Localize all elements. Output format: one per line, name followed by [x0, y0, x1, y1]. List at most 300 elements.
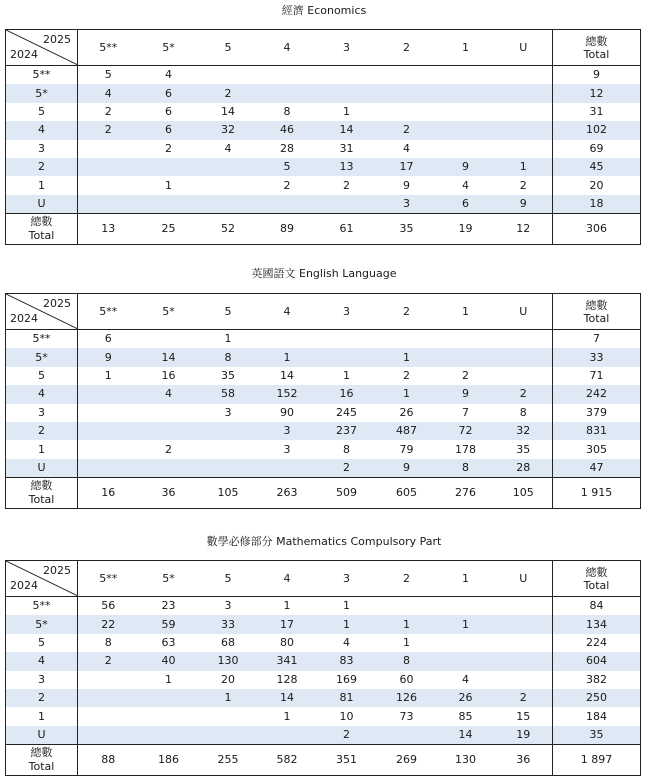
- total-label-en: Total: [583, 47, 610, 61]
- row-grade-label: 5**: [6, 330, 78, 349]
- count-cell: [139, 404, 199, 422]
- count-cell: [199, 158, 258, 176]
- count-cell: 152: [258, 385, 317, 403]
- row-grade-label: 2: [6, 158, 78, 176]
- column-header: 5**: [78, 294, 139, 330]
- column-total-cell: 88: [78, 745, 139, 776]
- column-header: 4: [258, 294, 317, 330]
- column-header: 5*: [139, 561, 199, 597]
- row-total-cell: 134: [553, 615, 641, 633]
- year-to-label: 2025: [43, 297, 71, 310]
- column-header: 1: [437, 30, 495, 66]
- table-row: [6, 671, 641, 689]
- total-label-en: Total: [28, 760, 55, 774]
- count-cell: 3: [377, 195, 437, 214]
- grand-total-cell: 1 897: [553, 745, 641, 776]
- count-cell: 28: [280, 141, 294, 155]
- count-cell: 128: [276, 672, 298, 686]
- count-cell: 14: [437, 726, 495, 745]
- count-cell: [495, 84, 553, 102]
- column-total-cell: 12: [495, 214, 553, 245]
- count-cell: 83: [317, 652, 377, 670]
- count-cell: 28: [495, 459, 553, 478]
- row-grade-label: 3: [6, 140, 78, 158]
- count-cell: 2: [317, 726, 377, 745]
- totals-label-cell: [6, 478, 78, 509]
- count-cell: 4: [462, 672, 469, 686]
- column-total-cell: 19: [437, 214, 495, 245]
- count-cell: 17: [377, 158, 437, 176]
- count-cell: [139, 195, 199, 214]
- count-cell: 8: [283, 104, 291, 118]
- total-label-zh: 總數: [30, 479, 53, 493]
- column-total-cell: 13: [78, 214, 139, 245]
- count-cell: [78, 404, 139, 422]
- row-total-cell: 831: [553, 422, 641, 440]
- count-cell: [495, 615, 553, 633]
- column-header: 4: [258, 30, 317, 66]
- count-cell: 1: [165, 178, 172, 192]
- totals-label-cell: [6, 214, 78, 245]
- count-cell: [258, 330, 317, 349]
- count-cell: [199, 422, 258, 440]
- column-header: U: [495, 30, 553, 66]
- total-label-en: Total: [28, 493, 55, 507]
- count-cell: [437, 140, 495, 158]
- count-cell: 10: [339, 709, 354, 723]
- count-cell: 1: [224, 332, 232, 346]
- count-cell: [377, 66, 437, 85]
- row-total-cell: 18: [553, 195, 641, 214]
- count-cell: [377, 330, 437, 349]
- count-cell: 6: [104, 332, 112, 346]
- count-cell: [258, 66, 317, 85]
- table-row: [6, 689, 641, 707]
- total-column-header: [553, 30, 641, 66]
- header-row: [6, 561, 641, 597]
- count-cell: 2: [199, 84, 258, 102]
- count-cell: [199, 176, 258, 194]
- column-total-cell: 36: [495, 745, 553, 776]
- count-cell: 4: [165, 68, 172, 82]
- count-cell: 1: [283, 709, 291, 723]
- count-cell: 90: [280, 405, 294, 419]
- table-row: [6, 330, 641, 349]
- count-cell: 1: [165, 672, 172, 686]
- count-cell: 59: [139, 615, 199, 633]
- count-cell: 4: [139, 385, 199, 403]
- year-to-label: 2025: [43, 33, 71, 46]
- count-cell: 46: [258, 121, 317, 139]
- count-cell: 15: [516, 709, 531, 723]
- year-to-label: 2025: [43, 564, 71, 577]
- count-cell: [78, 707, 139, 725]
- count-cell: [78, 176, 139, 194]
- row-total-cell: 20: [553, 176, 641, 194]
- count-cell: 7: [462, 405, 469, 419]
- row-total-cell: 69: [553, 140, 641, 158]
- total-label-en: Total: [28, 229, 55, 243]
- column-header: 3: [317, 30, 377, 66]
- column-total-cell: 105: [495, 478, 553, 509]
- column-total-cell: 89: [258, 214, 317, 245]
- row-total-cell: 102: [553, 121, 641, 139]
- row-grade-label: 5*: [6, 615, 78, 633]
- row-total-cell: 35: [553, 726, 641, 745]
- count-cell: [199, 440, 258, 458]
- grade-crosstab-table: [5, 293, 641, 509]
- grand-total-cell: 306: [553, 214, 641, 245]
- count-cell: [495, 634, 553, 652]
- totals-row: [6, 478, 641, 509]
- header-row: [6, 294, 641, 330]
- table-row: [6, 615, 641, 633]
- row-grade-label: 1: [6, 440, 78, 458]
- column-total-cell: 255: [199, 745, 258, 776]
- count-cell: [258, 195, 317, 214]
- count-cell: 35: [221, 368, 235, 382]
- count-cell: [437, 103, 495, 121]
- count-cell: [437, 84, 495, 102]
- total-label-en: Total: [583, 311, 610, 325]
- column-total-cell: 269: [377, 745, 437, 776]
- column-total-cell: 61: [317, 214, 377, 245]
- row-grade-label: 4: [6, 652, 78, 670]
- column-header: 5**: [78, 30, 139, 66]
- count-cell: 14: [317, 121, 377, 139]
- row-total-cell: 12: [553, 84, 641, 102]
- total-label-zh: 總數: [585, 565, 608, 579]
- table-title: 數學必修部分 Mathematics Compulsory Part: [206, 535, 442, 548]
- table-row: [6, 103, 641, 121]
- count-cell: 2: [165, 141, 172, 155]
- row-total-cell: 184: [553, 707, 641, 725]
- count-cell: [78, 385, 139, 403]
- row-total-cell: 382: [553, 671, 641, 689]
- column-header: U: [495, 561, 553, 597]
- table-row: [6, 195, 641, 214]
- count-cell: 3: [283, 442, 291, 456]
- column-total-cell: 130: [437, 745, 495, 776]
- count-cell: 8: [199, 348, 258, 366]
- count-cell: [317, 348, 377, 366]
- count-cell: [199, 66, 258, 85]
- count-cell: [139, 459, 199, 478]
- column-header: U: [495, 294, 553, 330]
- count-cell: 22: [78, 615, 139, 633]
- count-cell: 2: [519, 178, 527, 192]
- row-total-cell: 31: [553, 103, 641, 121]
- count-cell: [199, 707, 258, 725]
- count-cell: [437, 66, 495, 85]
- count-cell: [377, 726, 437, 745]
- count-cell: [437, 330, 495, 349]
- count-cell: 2: [104, 104, 112, 118]
- count-cell: 237: [317, 422, 377, 440]
- count-cell: 9: [78, 348, 139, 366]
- row-grade-label: 2: [6, 689, 78, 707]
- count-cell: 6: [437, 195, 495, 214]
- count-cell: [78, 689, 139, 707]
- total-column-header: [553, 561, 641, 597]
- count-cell: 14: [221, 104, 235, 118]
- count-cell: 1: [317, 615, 377, 633]
- year-from-label: 2024: [10, 312, 38, 325]
- count-cell: 14: [258, 689, 317, 707]
- table-row: [6, 726, 641, 745]
- count-cell: 33: [199, 615, 258, 633]
- header-row: [6, 30, 641, 66]
- count-cell: 2: [317, 459, 377, 478]
- count-cell: [495, 671, 553, 689]
- count-cell: [495, 348, 553, 366]
- count-cell: [437, 121, 495, 139]
- count-cell: 16: [161, 368, 176, 382]
- total-label-zh: 總數: [30, 215, 53, 229]
- count-cell: 8: [437, 459, 495, 478]
- column-header: 5: [199, 30, 258, 66]
- table-row: [6, 597, 641, 616]
- count-cell: 4: [462, 178, 469, 192]
- count-cell: [495, 66, 553, 85]
- totals-row: [6, 745, 641, 776]
- row-grade-label: U: [6, 726, 78, 745]
- row-grade-label: 5*: [6, 84, 78, 102]
- count-cell: 8: [104, 635, 112, 649]
- column-total-cell: 16: [78, 478, 139, 509]
- table-row: [6, 176, 641, 194]
- count-cell: [258, 459, 317, 478]
- count-cell: [78, 440, 139, 458]
- count-cell: 32: [495, 422, 553, 440]
- year-from-label: 2024: [10, 48, 38, 61]
- count-cell: 9: [495, 195, 553, 214]
- count-cell: [78, 422, 139, 440]
- count-cell: [377, 84, 437, 102]
- column-total-cell: 186: [139, 745, 199, 776]
- column-total-cell: 351: [317, 745, 377, 776]
- count-cell: 6: [139, 84, 199, 102]
- total-label-zh: 總數: [585, 34, 608, 48]
- count-cell: [199, 459, 258, 478]
- count-cell: [317, 66, 377, 85]
- count-cell: [139, 707, 199, 725]
- count-cell: 16: [317, 385, 377, 403]
- row-grade-label: 5**: [6, 66, 78, 85]
- count-cell: [377, 597, 437, 616]
- row-grade-label: 5**: [6, 597, 78, 616]
- year-from-label: 2024: [10, 579, 38, 592]
- row-total-cell: 45: [553, 158, 641, 176]
- count-cell: [377, 103, 437, 121]
- column-total-cell: 605: [377, 478, 437, 509]
- row-total-cell: 71: [553, 367, 641, 385]
- count-cell: 63: [161, 635, 176, 649]
- count-cell: [78, 726, 139, 745]
- count-cell: 1: [403, 635, 410, 649]
- table-row: [6, 652, 641, 670]
- count-cell: 126: [377, 689, 437, 707]
- count-cell: 1: [283, 599, 291, 613]
- total-label-zh: 總數: [585, 298, 608, 312]
- count-cell: 32: [199, 121, 258, 139]
- count-cell: 2: [403, 368, 410, 382]
- column-header: 1: [437, 294, 495, 330]
- count-cell: 56: [101, 599, 116, 613]
- row-total-cell: 379: [553, 404, 641, 422]
- count-cell: 4: [78, 84, 139, 102]
- total-label-en: Total: [583, 578, 610, 592]
- count-cell: [78, 195, 139, 214]
- count-cell: [78, 158, 139, 176]
- row-total-cell: 242: [553, 385, 641, 403]
- count-cell: [78, 140, 139, 158]
- count-cell: 9: [437, 158, 495, 176]
- count-cell: 4: [403, 141, 410, 155]
- row-grade-label: 3: [6, 404, 78, 422]
- column-header: 1: [437, 561, 495, 597]
- count-cell: 1: [343, 368, 350, 382]
- count-cell: [139, 330, 199, 349]
- row-grade-label: 4: [6, 121, 78, 139]
- count-cell: [495, 367, 553, 385]
- count-cell: [495, 103, 553, 121]
- count-cell: [495, 140, 553, 158]
- count-cell: 3: [258, 422, 317, 440]
- column-header: 3: [317, 294, 377, 330]
- row-total-cell: 33: [553, 348, 641, 366]
- table-title: 英國語文 English Language: [251, 267, 397, 280]
- count-cell: 178: [455, 442, 476, 456]
- row-grade-label: 5: [6, 367, 78, 385]
- table-row: [6, 422, 641, 440]
- count-cell: 9: [377, 459, 437, 478]
- count-cell: 2: [495, 385, 553, 403]
- table-row: [6, 459, 641, 478]
- count-cell: 35: [516, 442, 531, 456]
- count-cell: 1: [437, 615, 495, 633]
- table-row: [6, 707, 641, 725]
- count-cell: 1: [343, 599, 350, 613]
- table-row: [6, 385, 641, 403]
- count-cell: 1: [377, 385, 437, 403]
- row-total-cell: 84: [553, 597, 641, 616]
- count-cell: [495, 597, 553, 616]
- year-corner-cell: [6, 294, 78, 330]
- count-cell: 6: [139, 121, 199, 139]
- column-total-cell: 52: [199, 214, 258, 245]
- count-cell: 6: [165, 104, 172, 118]
- count-cell: [78, 671, 139, 689]
- count-cell: 80: [280, 635, 294, 649]
- count-cell: 14: [280, 368, 294, 382]
- count-cell: 40: [139, 652, 199, 670]
- count-cell: 1: [343, 104, 350, 118]
- count-cell: [437, 652, 495, 670]
- row-grade-label: 5: [6, 103, 78, 121]
- column-total-cell: 25: [139, 214, 199, 245]
- year-corner-cell: [6, 30, 78, 66]
- row-grade-label: 1: [6, 707, 78, 725]
- count-cell: [258, 726, 317, 745]
- table-row: [6, 634, 641, 652]
- column-total-cell: 509: [317, 478, 377, 509]
- row-total-cell: 604: [553, 652, 641, 670]
- count-cell: 1: [199, 689, 258, 707]
- column-header: 2: [377, 294, 437, 330]
- count-cell: 14: [139, 348, 199, 366]
- column-header: 5: [199, 561, 258, 597]
- count-cell: 1: [495, 158, 553, 176]
- table-row: [6, 404, 641, 422]
- total-label-zh: 總數: [30, 746, 53, 760]
- count-cell: 5: [258, 158, 317, 176]
- count-cell: 2: [495, 689, 553, 707]
- row-total-cell: 47: [553, 459, 641, 478]
- count-cell: [78, 459, 139, 478]
- column-total-cell: 35: [377, 214, 437, 245]
- count-cell: 9: [437, 385, 495, 403]
- count-cell: 4: [224, 141, 232, 155]
- row-grade-label: 5: [6, 634, 78, 652]
- count-cell: 68: [221, 635, 235, 649]
- count-cell: 60: [399, 672, 414, 686]
- count-cell: [258, 84, 317, 102]
- count-cell: 26: [437, 689, 495, 707]
- count-cell: 2: [165, 442, 172, 456]
- count-cell: 72: [437, 422, 495, 440]
- count-cell: 1: [258, 348, 317, 366]
- column-header: 2: [377, 30, 437, 66]
- count-cell: 8: [343, 442, 350, 456]
- count-cell: 2: [283, 178, 291, 192]
- count-cell: 26: [399, 405, 414, 419]
- count-cell: 5: [104, 68, 112, 82]
- count-cell: 20: [221, 672, 235, 686]
- column-header: 4: [258, 561, 317, 597]
- count-cell: 487: [377, 422, 437, 440]
- row-total-cell: 9: [553, 66, 641, 85]
- count-cell: 130: [199, 652, 258, 670]
- count-cell: [495, 121, 553, 139]
- count-cell: 17: [258, 615, 317, 633]
- row-grade-label: U: [6, 459, 78, 478]
- count-cell: 1: [104, 368, 112, 382]
- count-cell: [495, 652, 553, 670]
- row-grade-label: 1: [6, 176, 78, 194]
- count-cell: 81: [317, 689, 377, 707]
- count-cell: 23: [161, 599, 176, 613]
- count-cell: [437, 597, 495, 616]
- count-cell: 9: [403, 178, 410, 192]
- count-cell: [139, 422, 199, 440]
- count-cell: 2: [78, 652, 139, 670]
- count-cell: 13: [317, 158, 377, 176]
- row-grade-label: 5*: [6, 348, 78, 366]
- count-cell: 2: [343, 178, 350, 192]
- count-cell: 79: [399, 442, 414, 456]
- count-cell: 341: [258, 652, 317, 670]
- count-cell: 8: [377, 652, 437, 670]
- count-cell: 3: [224, 599, 232, 613]
- count-cell: 2: [462, 368, 469, 382]
- table-title: 經濟 Economics: [281, 4, 367, 17]
- totals-row: [6, 214, 641, 245]
- total-column-header: [553, 294, 641, 330]
- table-row: [6, 84, 641, 102]
- grand-total-cell: 1 915: [553, 478, 641, 509]
- count-cell: 58: [199, 385, 258, 403]
